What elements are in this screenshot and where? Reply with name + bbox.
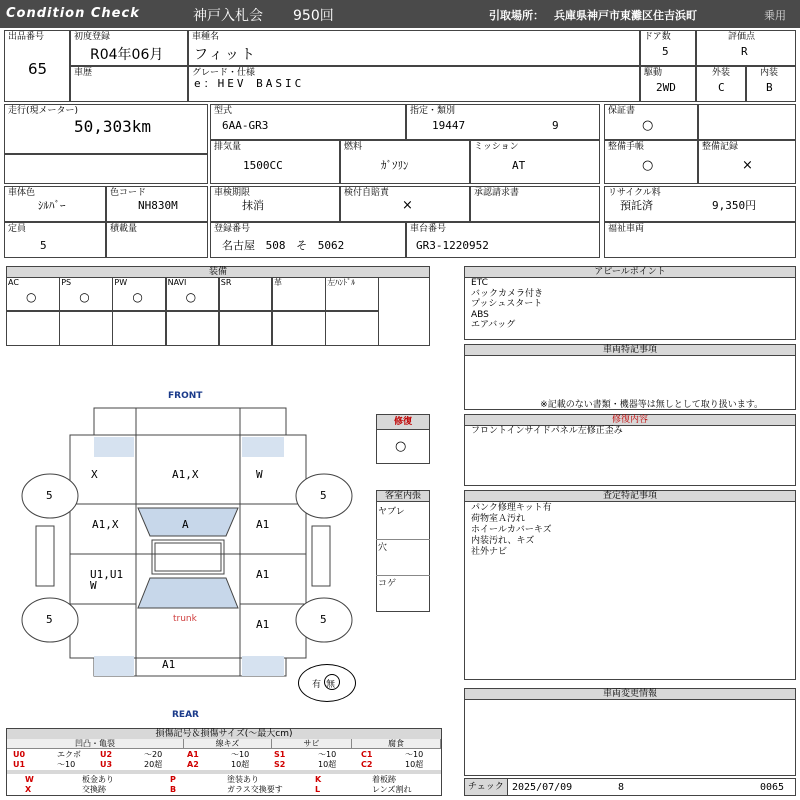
cabin-item-1: 穴 <box>378 543 388 553</box>
legend2-desc-1-0: 交換跡 <box>82 785 106 794</box>
maint-book-value: ○ <box>642 158 654 173</box>
repair-title: 修復内容 <box>465 415 795 426</box>
legend2-desc-1-1: ガラス交換要す <box>227 785 283 794</box>
maint-record-label: 整備記録 <box>702 142 739 152</box>
legend2-desc-0-0: 板金あり <box>82 775 114 784</box>
equipment-blank-2 <box>112 311 166 346</box>
legend2-code-1-1: B <box>170 785 177 794</box>
exterior-value: C <box>718 81 725 94</box>
model-value: 6AA-GR3 <box>222 119 269 132</box>
inspection-label: 車検期限 <box>214 188 251 198</box>
legend2-code-1-0: X <box>25 785 32 794</box>
category-value: 9 <box>552 119 559 132</box>
wear-circle-text: 無 <box>326 680 336 690</box>
legend-group-1: 線キズ <box>184 739 272 749</box>
chassis-label: 車台番号 <box>410 224 447 234</box>
cell-windshield: A <box>182 518 189 531</box>
appeal-panel <box>464 266 796 340</box>
doors-label: ドア数 <box>644 32 671 42</box>
history-label: 車歴 <box>74 68 93 78</box>
legend-desc-1-2: 10超 <box>231 760 250 769</box>
check-no: 8 <box>618 782 625 793</box>
check-date: 2025/07/09 <box>512 782 573 793</box>
equipment-value-1: ○ <box>79 290 90 304</box>
legend-group-3: 腐食 <box>352 739 441 749</box>
change-panel <box>464 688 796 776</box>
displacement-value: 1500CC <box>243 159 283 172</box>
special-note: ※記載のない書類・機器等は無しとして取り扱います。 <box>540 400 763 410</box>
equipment-blank-0 <box>6 311 60 346</box>
inspect-title: 査定特記事項 <box>465 491 795 502</box>
header-logo: Condition Check <box>6 6 140 21</box>
legend-code-0-4: C1 <box>361 750 373 759</box>
cell-front-right: W <box>256 468 263 481</box>
grade-label: グレード・仕様 <box>192 68 256 78</box>
tire-rl: 5 <box>46 613 53 626</box>
cell-right-front-door: A1 <box>256 518 270 531</box>
cabin-divider-1 <box>376 539 430 540</box>
repair-panel <box>464 414 796 486</box>
color-code-label: 色コード <box>110 188 147 198</box>
cell-bonnet: A1,X <box>172 468 199 481</box>
lot-number: 65 <box>28 60 48 78</box>
legend-sep <box>7 770 441 774</box>
tire-rr: 5 <box>320 613 327 626</box>
equipment-label-1: PS <box>61 278 72 287</box>
score-value: R <box>741 45 748 58</box>
repair-list <box>471 426 623 437</box>
recycle-label: リサイクル料 <box>608 188 661 198</box>
mileage-value: 50,303km <box>74 117 152 136</box>
special-panel <box>464 344 796 410</box>
drive-value: 2WD <box>656 81 676 94</box>
equipment-label-2: PW <box>114 278 128 287</box>
inspect-item-0: パンク修理キット有 <box>471 503 552 513</box>
appeal-item-2: プッシュスタート <box>471 299 543 309</box>
legend-code-0-2: A1 <box>187 750 199 759</box>
legend-desc-0-3: 〜10 <box>318 750 337 759</box>
appeal-list <box>471 278 543 331</box>
transmission-value: AT <box>512 159 526 172</box>
equipment-label-0: AC <box>8 278 19 287</box>
appeal-item-3: ABS <box>471 309 489 320</box>
equipment-blank-4 <box>219 311 273 346</box>
color-code-value: NH830M <box>138 199 178 212</box>
legend-code-1-0: U1 <box>13 760 26 769</box>
inspection-value: 抹消 <box>242 199 264 212</box>
grade-value: e：HEV BASIC <box>194 77 305 90</box>
drive-label: 駆動 <box>644 68 663 78</box>
tire-fl: 5 <box>46 489 53 502</box>
recycle-fee: 9,350円 <box>712 199 757 212</box>
cell-rear-bumper: A1 <box>162 658 176 671</box>
auction-round: 950回 <box>293 8 334 24</box>
cell-left-rear-door: U1,U1 <box>90 568 124 581</box>
check-label: チェック <box>468 782 504 792</box>
special-title: 車両特記事項 <box>465 345 795 356</box>
reg-no-value: 名古屋 508 そ 5062 <box>222 239 345 252</box>
inspect-list <box>471 503 552 558</box>
equipment-label-4: SR <box>220 278 232 287</box>
equipment-blank-1 <box>59 311 113 346</box>
legend-title: 損傷記号＆損傷サイズ(〜最大cm) <box>7 729 441 740</box>
cabin-item-0: ヤブレ <box>378 507 405 517</box>
repair-item-0: フロントインサイドパネル左修正歪み <box>471 426 623 436</box>
front-label: FRONT <box>168 391 203 401</box>
reg-no-label: 登録番号 <box>214 224 251 234</box>
legend2-desc-1-2: レンズ割れ <box>372 785 412 794</box>
legend-code-1-2: A2 <box>187 760 199 769</box>
equipment-blank-6 <box>325 311 379 346</box>
legend-code-1-4: C2 <box>361 760 373 769</box>
cell-front-left: X <box>91 468 98 481</box>
legend-group-2: サビ <box>272 739 352 749</box>
score-label: 評価点 <box>728 32 756 42</box>
equipment-blank-3 <box>166 311 220 346</box>
interior-value: B <box>766 81 773 94</box>
recycle-status: 預託済 <box>620 199 653 212</box>
mileage-label: 走行(現メーター) <box>8 106 79 116</box>
exterior-label: 外装 <box>712 68 731 78</box>
legend2-desc-0-1: 塗装あり <box>227 775 259 784</box>
car-diagram <box>20 400 360 710</box>
vehicle-class: 乗用 <box>764 9 786 22</box>
legend-code-1-1: U3 <box>100 760 113 769</box>
legend-code-0-0: U0 <box>13 750 26 759</box>
tire-fr: 5 <box>320 489 327 502</box>
pickup-location: 兵庫県神戸市東灘区住吉浜町 <box>554 9 697 22</box>
legend2-code-0-2: K <box>315 775 322 784</box>
legend2-code-0-1: P <box>170 775 176 784</box>
cell-left-rear-door-sub: W <box>90 579 97 592</box>
capacity-value: 5 <box>40 239 47 252</box>
pickup-label: 引取場所： <box>489 9 544 22</box>
insurance-value: × <box>402 198 413 213</box>
car-name: フィット <box>194 47 257 63</box>
welfare-label: 福祉車両 <box>608 224 645 234</box>
equipment-value-0: ○ <box>26 290 37 304</box>
legend-desc-0-1: 〜20 <box>144 750 163 759</box>
fuel-label: 燃料 <box>344 142 363 152</box>
color-value: ｼﾙﾊﾞｰ <box>38 199 66 212</box>
appeal-item-4: エアバッグ <box>471 320 516 330</box>
maint-book-label: 整備手帳 <box>608 142 645 152</box>
inspection-notes-panel <box>464 490 796 680</box>
legend-desc-1-0: 〜10 <box>57 760 76 769</box>
legend2-desc-0-2: 着板跡 <box>372 775 396 784</box>
lot-label: 出品番号 <box>8 32 45 42</box>
car-name-label: 車種名 <box>192 32 220 42</box>
inspect-item-4: 社外ナビ <box>471 547 508 557</box>
load-label: 積載量 <box>110 224 138 234</box>
legend-code-0-1: U2 <box>100 750 113 759</box>
equipment-label-6: 左ﾊﾝﾄﾞﾙ <box>327 278 356 287</box>
repair-box <box>376 414 430 464</box>
legend-code-0-3: S1 <box>274 750 286 759</box>
doors-value: 5 <box>662 45 669 58</box>
legend-desc-0-2: 〜10 <box>231 750 250 759</box>
legend2-code-0-0: W <box>25 775 34 784</box>
appeal-item-1: バックカメラ付き <box>471 288 544 299</box>
legend-desc-1-3: 10超 <box>318 760 337 769</box>
warranty-blank-cell <box>698 104 796 140</box>
wear-mark: 有 <box>312 680 322 690</box>
legend-group-0: 凹凸・亀裂 <box>7 739 184 749</box>
inspect-item-3: 内装汚れ、キズ <box>471 536 535 546</box>
change-title: 車両変更情報 <box>465 689 795 700</box>
repair-box-title: 修復 <box>377 415 429 430</box>
equipment-label-5: 革 <box>274 278 282 287</box>
chassis-value: GR3-1220952 <box>416 239 489 252</box>
first-reg-label: 初度登録 <box>74 32 111 42</box>
displacement-label: 排気量 <box>214 142 242 152</box>
equipment-blank-5 <box>272 311 326 346</box>
capacity-label: 定員 <box>8 224 27 234</box>
warranty-label: 保証書 <box>608 106 636 116</box>
check-id: 0065 <box>760 782 785 793</box>
equipment-label-3: NAVI <box>167 278 187 287</box>
mileage-sub-cell <box>4 154 208 184</box>
designation-label: 指定・類別 <box>410 106 456 116</box>
fuel-value: ｶﾞｿﾘﾝ <box>381 159 409 172</box>
legend-code-1-3: S2 <box>274 760 286 769</box>
maint-record-value: × <box>742 158 753 173</box>
model-label: 型式 <box>214 106 233 116</box>
insurance-label: 検付自賠責 <box>344 188 390 198</box>
legend-desc-0-0: エクボ <box>57 750 81 759</box>
auction-name: 神戸入札会 <box>193 8 263 24</box>
inspect-item-2: ホイールカバーキズ <box>471 525 552 535</box>
first-reg-value: R04年06月 <box>90 47 164 63</box>
appeal-item-0: ETC <box>471 278 488 288</box>
legend2-code-1-2: L <box>315 785 321 794</box>
cell-right-quarter: A1 <box>256 618 270 631</box>
cabin-item-2: コゲ <box>378 579 397 589</box>
warranty-value: ○ <box>642 118 654 133</box>
cell-left-front-door: A1,X <box>92 518 119 531</box>
equipment-title: 装備 <box>7 267 429 278</box>
cell-right-rear-door: A1 <box>256 568 270 581</box>
trunk-label: trunk <box>173 614 197 624</box>
equipment-value-3: ○ <box>185 290 197 304</box>
legend-desc-1-1: 20超 <box>144 760 163 769</box>
equipment-value-2: ○ <box>132 290 143 304</box>
cabin-divider-2 <box>376 575 430 576</box>
appeal-title: アピールポイント <box>465 267 795 278</box>
legend-desc-1-4: 10超 <box>405 760 424 769</box>
approval-label: 承認請求書 <box>474 188 520 198</box>
color-label: 車体色 <box>8 188 36 198</box>
inspect-item-1: 荷物室Ａ汚れ <box>471 514 526 524</box>
transmission-label: ミッション <box>474 142 519 152</box>
cabin-title: 客室内張 <box>377 491 429 502</box>
designation-value: 19447 <box>432 119 466 132</box>
rear-label: REAR <box>172 710 199 720</box>
repair-box-value: ○ <box>395 439 407 454</box>
interior-label: 内装 <box>760 68 779 78</box>
legend-desc-0-4: 〜10 <box>405 750 424 759</box>
